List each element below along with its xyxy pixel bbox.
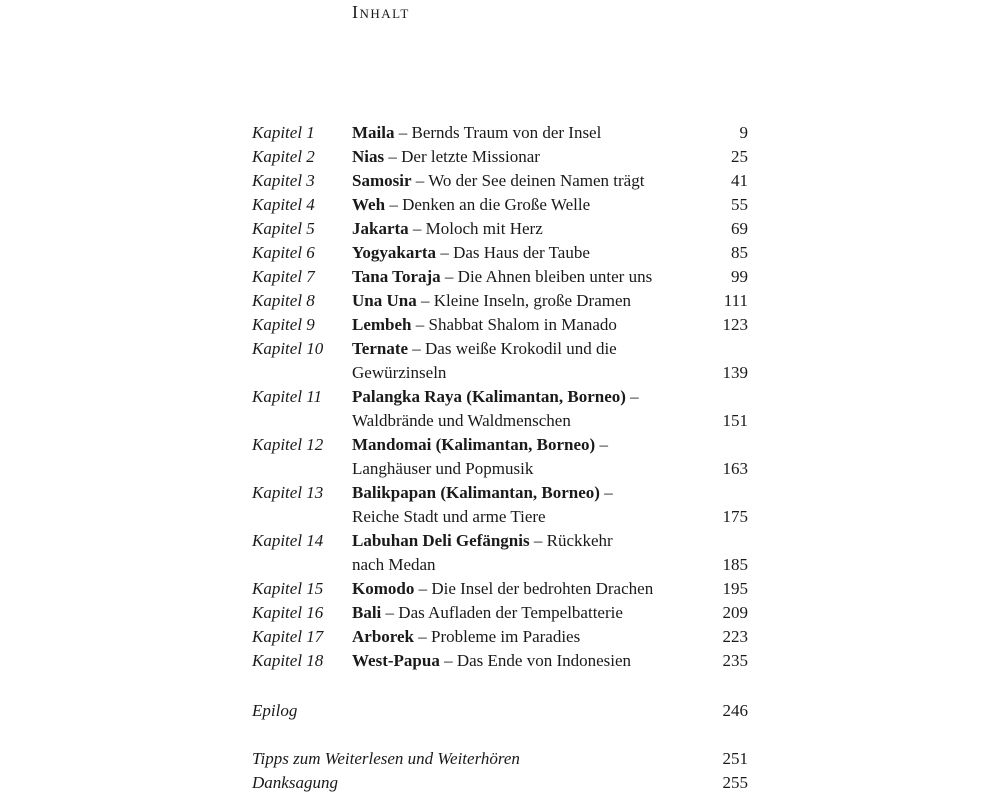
chapter-title (352, 241, 590, 265)
chapter-title-line (352, 457, 748, 481)
chapter-title-block (352, 577, 748, 601)
chapter-label: Kapitel 13 (252, 483, 324, 502)
chapter-label: Kapitel 2 (252, 147, 315, 166)
chapter-title-block (352, 265, 748, 289)
chapter-page: 123 (722, 315, 748, 334)
chapter-place: Samosir (352, 171, 412, 190)
chapter-subtitle: – Rückkehr (529, 531, 613, 550)
chapter-title-line (352, 577, 748, 601)
chapter-title-line (352, 409, 748, 433)
chapter-subtitle: Gewürzinseln (352, 363, 447, 382)
chapter-title-block (352, 313, 748, 337)
chapter-label: Kapitel 7 (252, 267, 315, 286)
epilog-page: 246 (722, 701, 748, 720)
chapter-page: 111 (723, 291, 748, 310)
chapter-title-line (352, 121, 748, 145)
chapter-title (352, 649, 631, 673)
toc-entry-epilog[interactable] (252, 699, 748, 723)
epilog-label: Epilog (252, 701, 298, 720)
chapter-title-line (352, 505, 748, 529)
chapter-subtitle: – Die Ahnen bleiben unter uns (440, 267, 653, 286)
chapter-title (352, 409, 571, 433)
chapter-subtitle: – (625, 387, 639, 406)
chapter-subtitle: – Das Haus der Taube (436, 243, 590, 262)
chapter-subtitle: – Das weiße Krokodil und die (408, 339, 617, 358)
chapter-label: Kapitel 9 (252, 315, 315, 334)
chapter-title-block (352, 433, 748, 481)
chapter-subtitle: – Probleme im Paradies (414, 627, 581, 646)
chapter-label: Kapitel 3 (252, 171, 315, 190)
chapter-title (352, 121, 601, 145)
chapter-title-block (352, 601, 748, 625)
chapter-subtitle: – Bernds Traum von der Insel (394, 123, 602, 142)
chapter-label: Kapitel 4 (252, 195, 315, 214)
chapter-page (738, 385, 748, 409)
chapter-title-line (352, 601, 748, 625)
chapter-page: 235 (722, 651, 748, 670)
chapter-label: Kapitel 17 (252, 627, 324, 646)
chapter-place: Lembeh (352, 315, 412, 334)
chapter-subtitle: – (595, 435, 608, 454)
chapter-page: 139 (722, 363, 748, 382)
chapter-title (352, 601, 623, 625)
chapter-place: Maila (352, 123, 395, 142)
toc-heading: Inhalt (352, 2, 410, 22)
chapter-subtitle: nach Medan (352, 555, 436, 574)
chapter-title (352, 385, 639, 409)
chapter-title (352, 625, 580, 649)
chapter-page: 85 (731, 243, 748, 262)
toc-entry-chapter[interactable] (252, 337, 748, 385)
toc-entry-chapter[interactable] (252, 265, 748, 289)
chapter-subtitle: – Die Insel der bedrohten Drachen (414, 579, 654, 598)
chapter-title-block (352, 145, 748, 169)
chapter-title (352, 217, 543, 241)
chapter-subtitle: – (599, 483, 613, 502)
chapter-page: 163 (722, 459, 748, 478)
chapter-label: Kapitel 6 (252, 243, 315, 262)
chapter-title-line (352, 625, 748, 649)
chapter-title (352, 361, 446, 385)
chapter-title (352, 337, 617, 361)
table-of-contents (252, 121, 748, 795)
toc-entry-chapter[interactable] (252, 145, 748, 169)
chapter-title-block (352, 289, 748, 313)
chapter-title-line (352, 169, 748, 193)
chapter-title-line (352, 649, 748, 673)
chapter-title (352, 313, 617, 337)
toc-entry-tipps[interactable] (252, 747, 748, 771)
chapter-title-block (352, 385, 748, 433)
chapter-title-line (352, 433, 748, 457)
toc-entry-danksagung[interactable] (252, 771, 748, 795)
chapter-title-line (352, 313, 748, 337)
chapter-title-line (352, 529, 748, 553)
chapter-title-line (352, 145, 748, 169)
chapter-page: 223 (722, 627, 748, 646)
toc-entry-chapter[interactable] (252, 433, 748, 481)
chapter-page: 9 (739, 123, 748, 142)
chapter-title (352, 529, 613, 553)
chapter-title-line (352, 337, 748, 361)
chapter-label: Kapitel 14 (252, 531, 324, 550)
chapter-subtitle: – Denken an die Große Welle (385, 195, 591, 214)
chapter-title-block (352, 625, 748, 649)
toc-entry-chapter[interactable] (252, 385, 748, 433)
chapter-place: Palangka Raya (Kalimantan, Borneo) (352, 387, 626, 406)
chapter-title (352, 457, 533, 481)
toc-entry-chapter[interactable] (252, 313, 748, 337)
chapter-title-block (352, 481, 748, 529)
chapter-label: Kapitel 12 (252, 435, 324, 454)
chapter-title-block (352, 121, 748, 145)
chapter-label: Kapitel 16 (252, 603, 324, 622)
chapter-page: 209 (722, 603, 748, 622)
chapter-title (352, 577, 653, 601)
chapter-place: Balikpapan (Kalimantan, Borneo) (352, 483, 600, 502)
tipps-page: 251 (722, 749, 748, 768)
chapter-title-line (352, 289, 748, 313)
chapter-title-line (352, 481, 748, 505)
chapter-title-line (352, 553, 748, 577)
chapter-title-block (352, 337, 748, 385)
chapter-page: 69 (731, 219, 748, 238)
chapter-subtitle: – Das Aufladen der Tempelbatterie (381, 603, 623, 622)
chapter-title-block (352, 193, 748, 217)
toc-entry-chapter[interactable] (252, 649, 748, 673)
toc-entry-chapter[interactable] (252, 577, 748, 601)
toc-entry-chapter[interactable] (252, 601, 748, 625)
chapter-subtitle: Langhäuser und Popmusik (352, 459, 534, 478)
chapter-place: Ternate (352, 339, 409, 358)
chapter-title (352, 505, 546, 529)
chapter-page: 175 (722, 507, 748, 526)
chapter-page: 151 (722, 411, 748, 430)
chapter-subtitle: – Das Ende von Indonesien (439, 651, 632, 670)
chapter-title-block (352, 241, 748, 265)
chapter-place: Bali (352, 603, 382, 622)
chapter-title (352, 289, 631, 313)
chapter-place: Weh (352, 195, 386, 214)
chapter-title (352, 169, 644, 193)
chapter-title-line (352, 265, 748, 289)
chapter-title-line (352, 241, 748, 265)
danksagung-label: Danksagung (252, 773, 338, 792)
chapter-page: 55 (731, 195, 748, 214)
chapter-place: Komodo (352, 579, 415, 598)
chapter-subtitle: Waldbrände und Waldmenschen (352, 411, 571, 430)
chapter-title-block (352, 217, 748, 241)
chapter-label: Kapitel 10 (252, 339, 324, 358)
toc-entry-chapter[interactable] (252, 121, 748, 145)
chapter-page (738, 529, 748, 553)
chapter-label: Kapitel 8 (252, 291, 315, 310)
chapter-page: 195 (722, 579, 748, 598)
chapter-page (738, 433, 748, 457)
chapter-title-line (352, 217, 748, 241)
chapter-place: Jakarta (352, 219, 409, 238)
chapter-label: Kapitel 5 (252, 219, 315, 238)
chapter-label: Kapitel 1 (252, 123, 315, 142)
chapter-place: Tana Toraja (352, 267, 441, 286)
chapter-title (352, 481, 613, 505)
chapter-subtitle: Reiche Stadt und arme Tiere (352, 507, 546, 526)
chapter-label: Kapitel 11 (252, 387, 323, 406)
chapter-subtitle: – Der letzte Missionar (384, 147, 540, 166)
chapter-title (352, 553, 436, 577)
chapter-place: Una Una (352, 291, 417, 310)
chapter-page: 185 (722, 555, 748, 574)
chapter-page (738, 337, 748, 361)
toc-entry-chapter[interactable] (252, 241, 748, 265)
toc-entry-chapter[interactable] (252, 481, 748, 529)
tipps-label: Tipps zum Weiterlesen und Weiterhören (252, 749, 520, 768)
chapter-title (352, 145, 540, 169)
chapter-page: 25 (731, 147, 748, 166)
chapter-label: Kapitel 15 (252, 579, 324, 598)
chapter-label: Kapitel 18 (252, 651, 324, 670)
chapter-title-block (352, 649, 748, 673)
chapter-title-line (352, 385, 748, 409)
toc-entry-chapter[interactable] (252, 625, 748, 649)
chapter-title (352, 433, 608, 457)
toc-entry-chapter[interactable] (252, 289, 748, 313)
chapter-page: 99 (731, 267, 748, 286)
toc-entry-chapter[interactable] (252, 529, 748, 577)
chapter-subtitle: – Shabbat Shalom in Manado (411, 315, 617, 334)
chapter-place: Nias (352, 147, 385, 166)
chapter-title-line (352, 193, 748, 217)
chapter-title-block (352, 169, 748, 193)
chapter-title-line (352, 361, 748, 385)
toc-entry-chapter[interactable] (252, 169, 748, 193)
chapter-title (352, 265, 652, 289)
chapter-place: Labuhan Deli Gefängnis (352, 531, 530, 550)
chapter-page: 41 (731, 171, 748, 190)
chapter-subtitle: – Moloch mit Herz (408, 219, 543, 238)
chapter-title-block (352, 529, 748, 577)
danksagung-page: 255 (722, 773, 748, 792)
chapter-title (352, 193, 590, 217)
chapter-place: West-Papua (352, 651, 440, 670)
chapter-place: Yogyakarta (352, 243, 437, 262)
toc-entry-chapter[interactable] (252, 193, 748, 217)
chapter-list (252, 121, 748, 673)
chapter-place: Arborek (352, 627, 415, 646)
toc-entry-chapter[interactable] (252, 217, 748, 241)
chapter-subtitle: – Wo der See deinen Namen trägt (411, 171, 645, 190)
chapter-place: Mandomai (Kalimantan, Borneo) (352, 435, 596, 454)
chapter-subtitle: – Kleine Inseln, große Dramen (416, 291, 632, 310)
chapter-page (738, 481, 748, 505)
